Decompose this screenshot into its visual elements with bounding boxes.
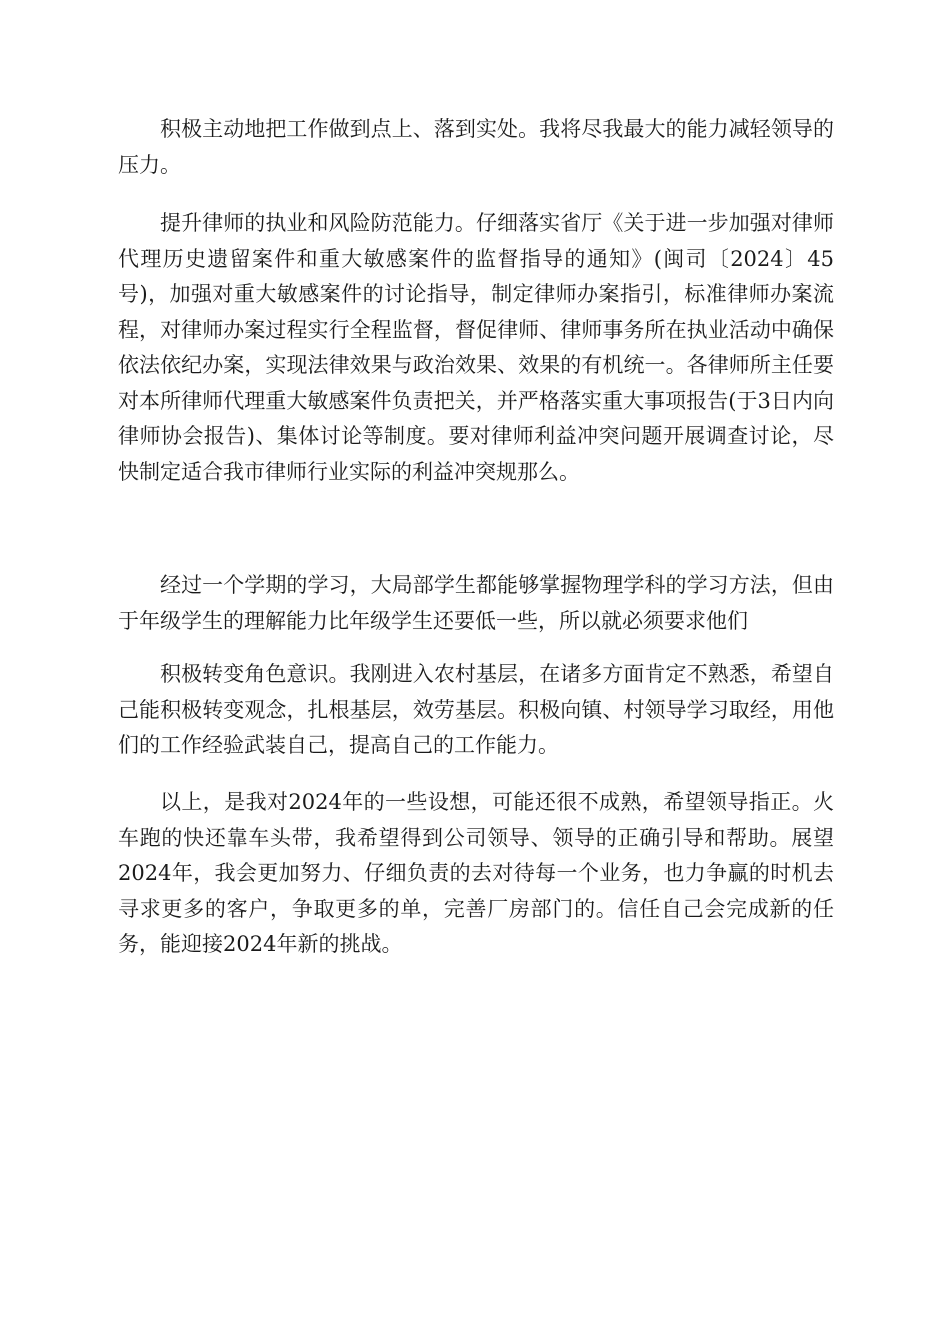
paragraph-lawyer-risk: 提升律师的执业和风险防范能力。仔细落实省厅《关于进一步加强对律师代理历史遗留案件和重大敏感案件的监督指导的通知》(闽司〔2024〕45号)，加强对重大敏感案件的讨论指导，制定律师办案指引，标准律师办案流程，对律师办案过程实行全程监督，督促律师、律师事务所在执业活动中确保依法依纪办案，实现法律效果与政治效果、效果的有机统一。各律师所主任要对本所律师代理重大敏感案件负责把关，并严格落实重大事项报告(于3日内向律师协会报告)、集体讨论等制度。要对律师利益冲突问题开展调查讨论，尽快制定适合我市律师行业实际的利益冲突规那么。 [118, 211, 834, 484]
paragraph-work-attitude: 积极主动地把工作做到点上、落到实处。我将尽我最大的能力减轻领导的压力。 [118, 117, 834, 177]
paragraph-outlook-2024: 以上，是我对2024年的一些设想，可能还很不成熟，希望领导指正。火车跑的快还靠车头带，我希望得到公司领导、领导的正确引导和帮助。展望2024年，我会更加努力、仔细负责的去对待每一个业务，也力争赢的时机去寻求更多的客户，争取更多的单，完善厂房部门的。信任自己会完成新的任务，能迎接2024年新的挑战。 [118, 790, 834, 956]
paragraph-role-change: 积极转变角色意识。我刚进入农村基层，在诸多方面肯定不熟悉，希望自己能积极转变观念，扎根基层，效劳基层。积极向镇、村领导学习取经，用他们的工作经验武装自己，提高自己的工作能力。 [118, 662, 834, 757]
paragraph-physics-study: 经过一个学期的学习，大局部学生都能够掌握物理学科的学习方法，但由于年级学生的理解能力比年级学生还要低一些，所以就必须要求他们 [118, 573, 834, 633]
